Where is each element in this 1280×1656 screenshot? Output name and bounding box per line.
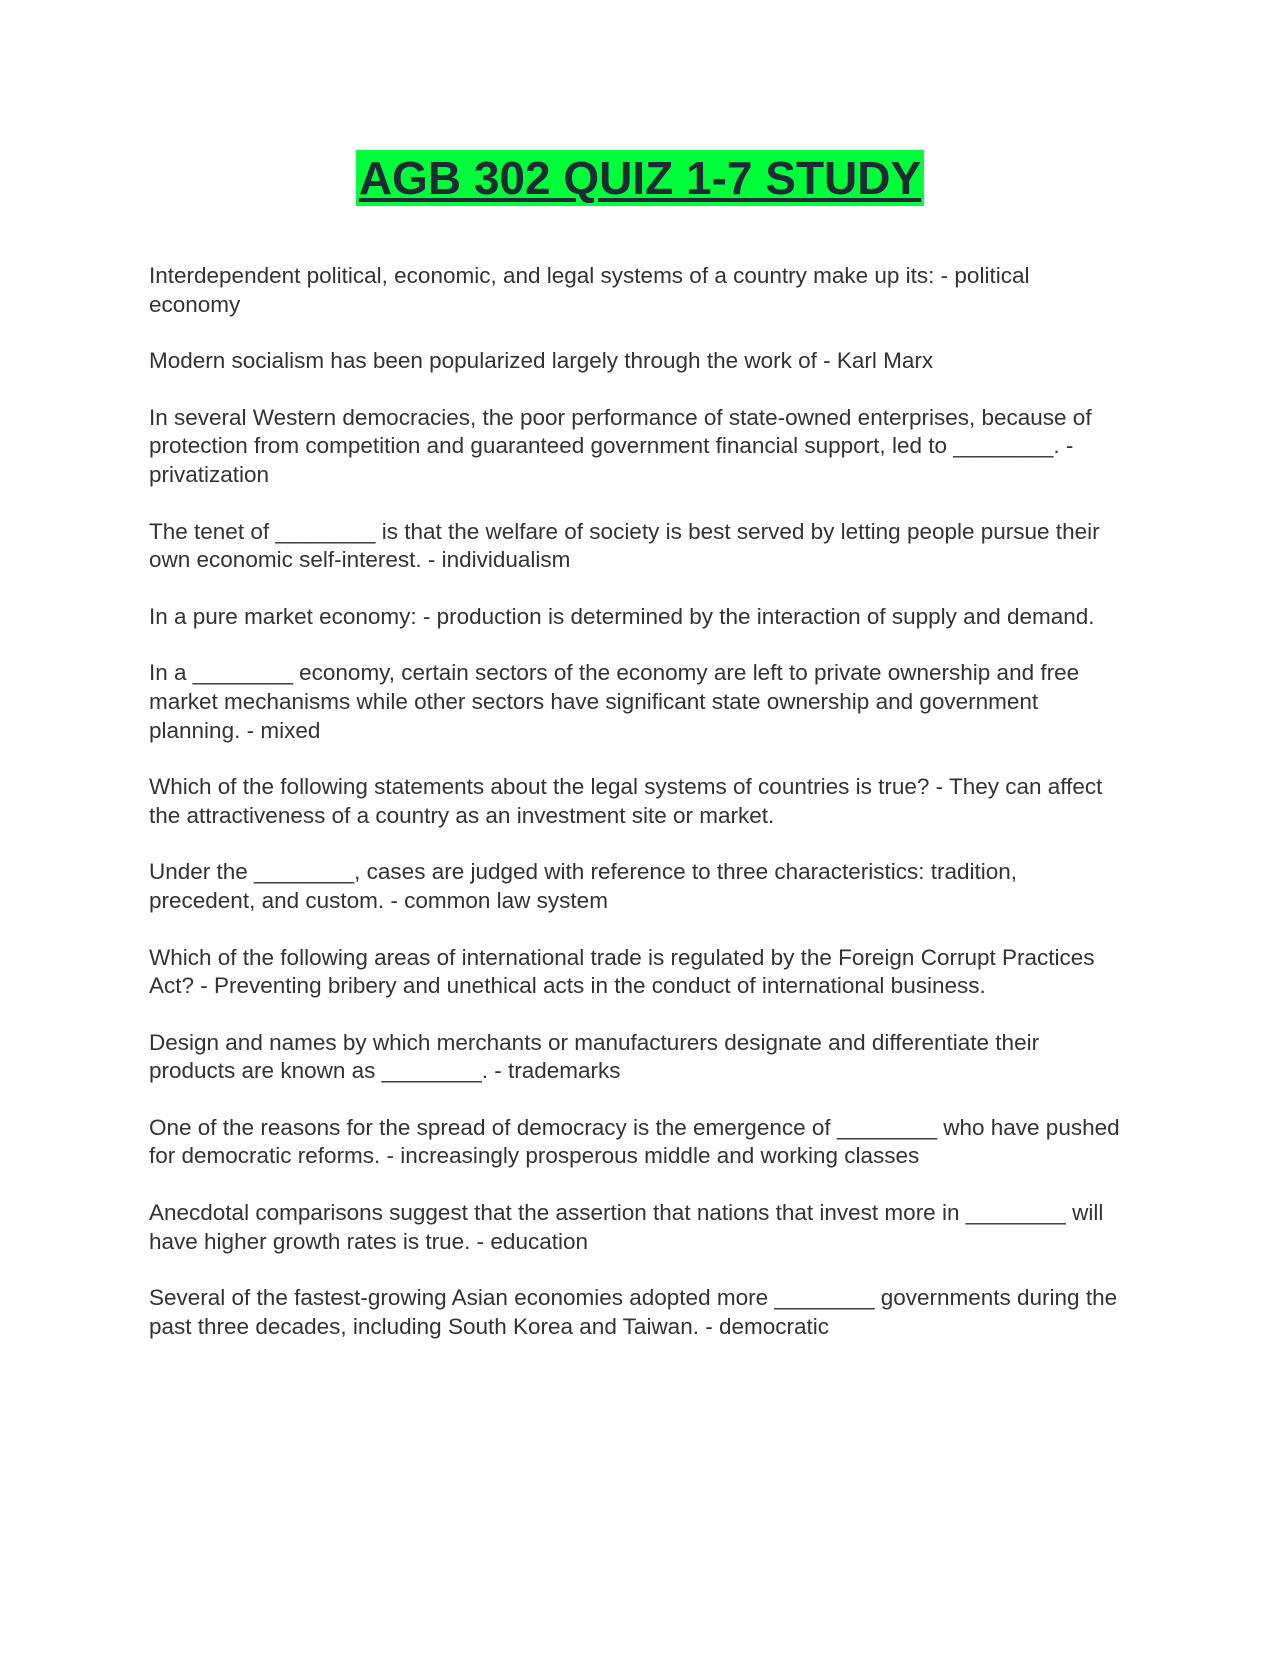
document-title: AGB 302 QUIZ 1-7 STUDY: [356, 150, 924, 206]
qa-list: [149, 262, 1124, 1369]
qa-item: In a ________ economy, certain sectors of the economy are left to private ownership and free market mechanisms while other sectors have significant state ownership and government planning. - mixed: [149, 660, 1080, 743]
qa-item: Which of the following statements about the legal systems of countries is true? - They can affect the attractiveness of a country as an investment site or market.: [149, 774, 1103, 828]
qa-item: Which of the following areas of international trade is regulated by the Foreign Corrupt Practices Act? - Preventing bribery and unethical acts in the conduct of international business.: [149, 944, 1095, 999]
qa-item: Design and names by which merchants or manufacturers designate and differentiate their products are known as ________. - trademarks: [149, 1029, 1040, 1084]
title-container: [0, 150, 1280, 206]
qa-item: In a pure market economy: - production is determined by the interaction of supply and demand.: [149, 603, 1095, 629]
qa-item: Interdependent political, economic, and legal systems of a country make up its: - political economy: [149, 263, 1030, 317]
qa-item: The tenet of ________ is that the welfare of society is best served by letting people pursue their own economic self-interest. - individualism: [149, 518, 1100, 573]
qa-item: Modern socialism has been popularized largely through the work of - Karl Marx: [149, 348, 934, 374]
qa-item: In several Western democracies, the poor performance of state-owned enterprises, because of protection from competition and guaranteed government financial support, led to ________. - privatization: [149, 404, 1092, 487]
qa-item: Anecdotal comparisons suggest that the assertion that nations that invest more in ________ will have higher growth rates is true. - education: [149, 1200, 1104, 1254]
qa-item: Several of the fastest-growing Asian economies adopted more ________ governments during the past three decades, including South Korea and Taiwan. - democratic: [149, 1285, 1118, 1339]
qa-item: Under the ________, cases are judged with reference to three characteristics: tradition, precedent, and custom. - common law system: [149, 859, 1017, 913]
qa-item: One of the reasons for the spread of democracy is the emergence of ________ who have pushed for democratic reforms. - increasingly prosperous middle and working classes: [149, 1114, 1120, 1169]
